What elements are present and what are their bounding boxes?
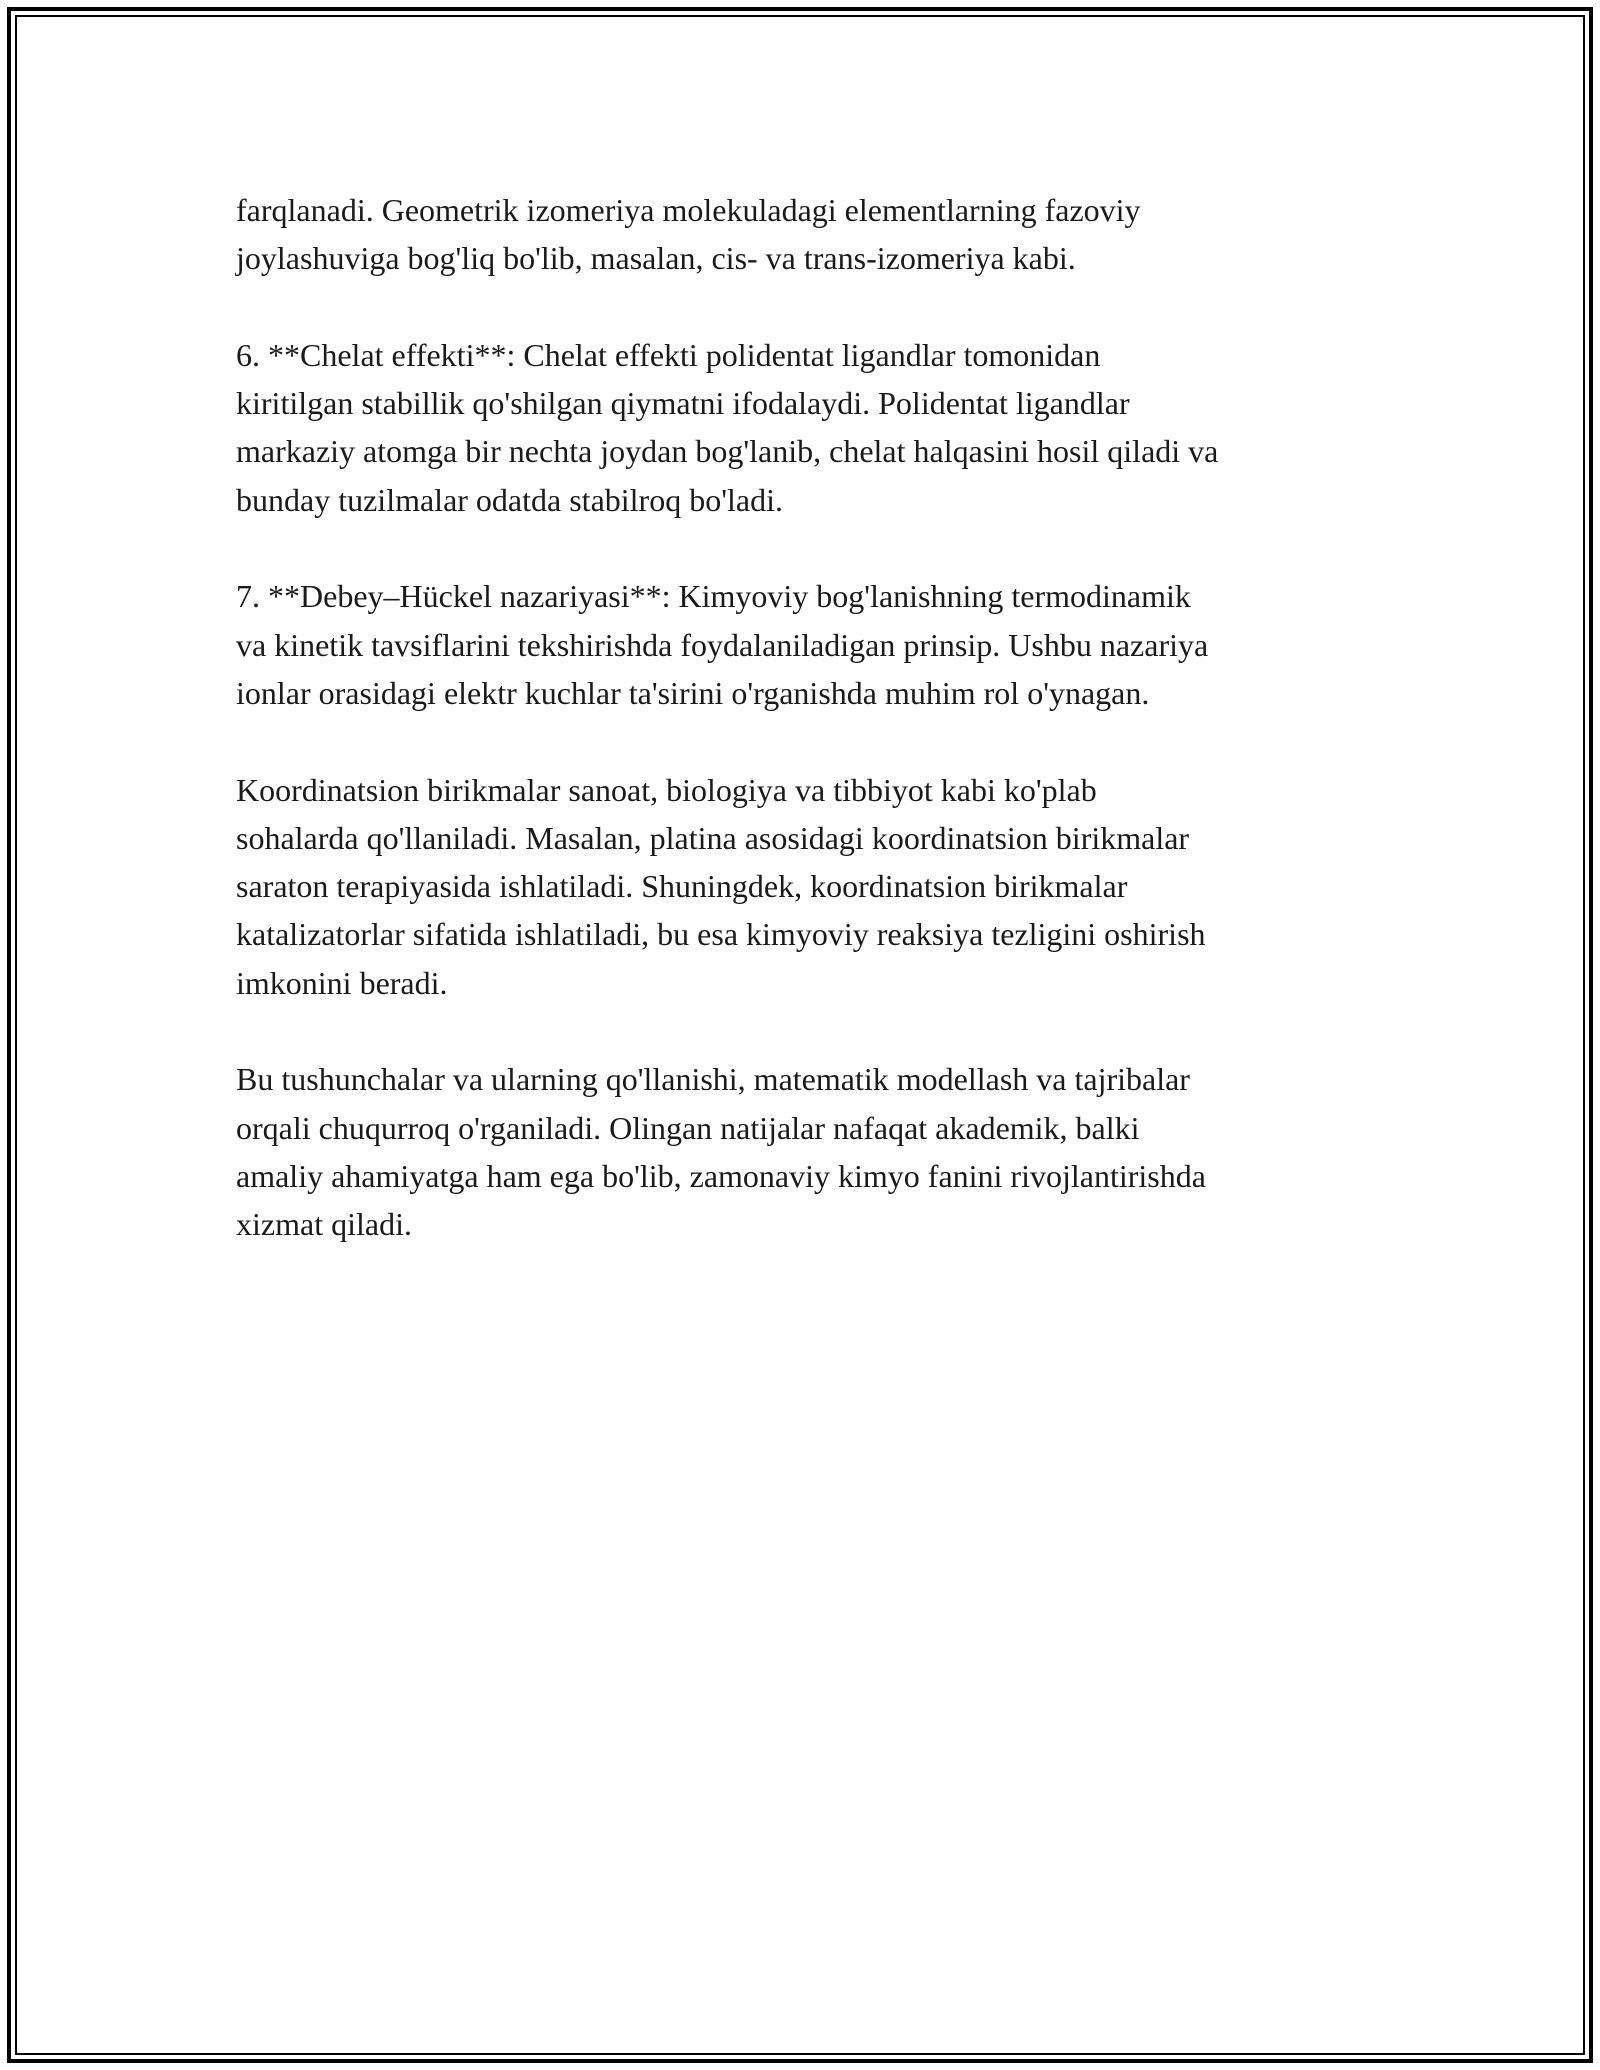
paragraph-chelate-effect: 6. **Chelat effekti**: Chelat effekti polidentat ligandlar tomonidan kiritilgan stabillik qo'shilgan qiymatni ifodalaydi. Polidentat ligandlar markaziy atomga bir nechta joydan bog'lanib, chelat halqasini hosil qiladi va bunday tuzilmalar odatda stabilroq bo'ladi. — [236, 336, 1219, 518]
paragraph-applications: Koordinatsion birikmalar sanoat, biologiya va tibbiyot kabi ko'plab sohalarda qo'llaniladi. Masalan, platina asosidagi koordinatsion birikmalar saraton terapiyasida ishlatiladi. Shuningdek, koordinatsion birikmalar katalizatorlar sifatida ishlatiladi, bu esa kimyoviy reaksiya tezligini oshirish imkonini beradi. — [236, 771, 1206, 1001]
document-body — [236, 186, 1376, 1297]
paragraph-debye-huckel: 7. **Debey–Hückel nazariyasi**: Kimyoviy bog'lanishning termodinamik va kinetik tavsiflarini tekshirishda foydalaniladigan prinsip. Ushbu nazariya ionlar orasidagi elektr kuchlar ta'sirini o'rganishda muhim rol o'ynagan. — [236, 578, 1209, 711]
paragraph-conclusion: Bu tushunchalar va ularning qo'llanishi, matematik modellash va tajribalar orqali chuqurroq o'rganiladi. Olingan natijalar nafaqat akademik, balki amaliy ahamiyatga ham ega bo'lib, zamonaviy kimyo fanini rivojlantirishda xizmat qiladi. — [236, 1061, 1206, 1243]
paragraph-geometric-isomerism: farqlanadi. Geometrik izomeriya molekuladagi elementlarning fazoviy joylashuviga bog'liq bo'lib, masalan, cis- va trans-izomeriya kabi. — [236, 192, 1141, 277]
